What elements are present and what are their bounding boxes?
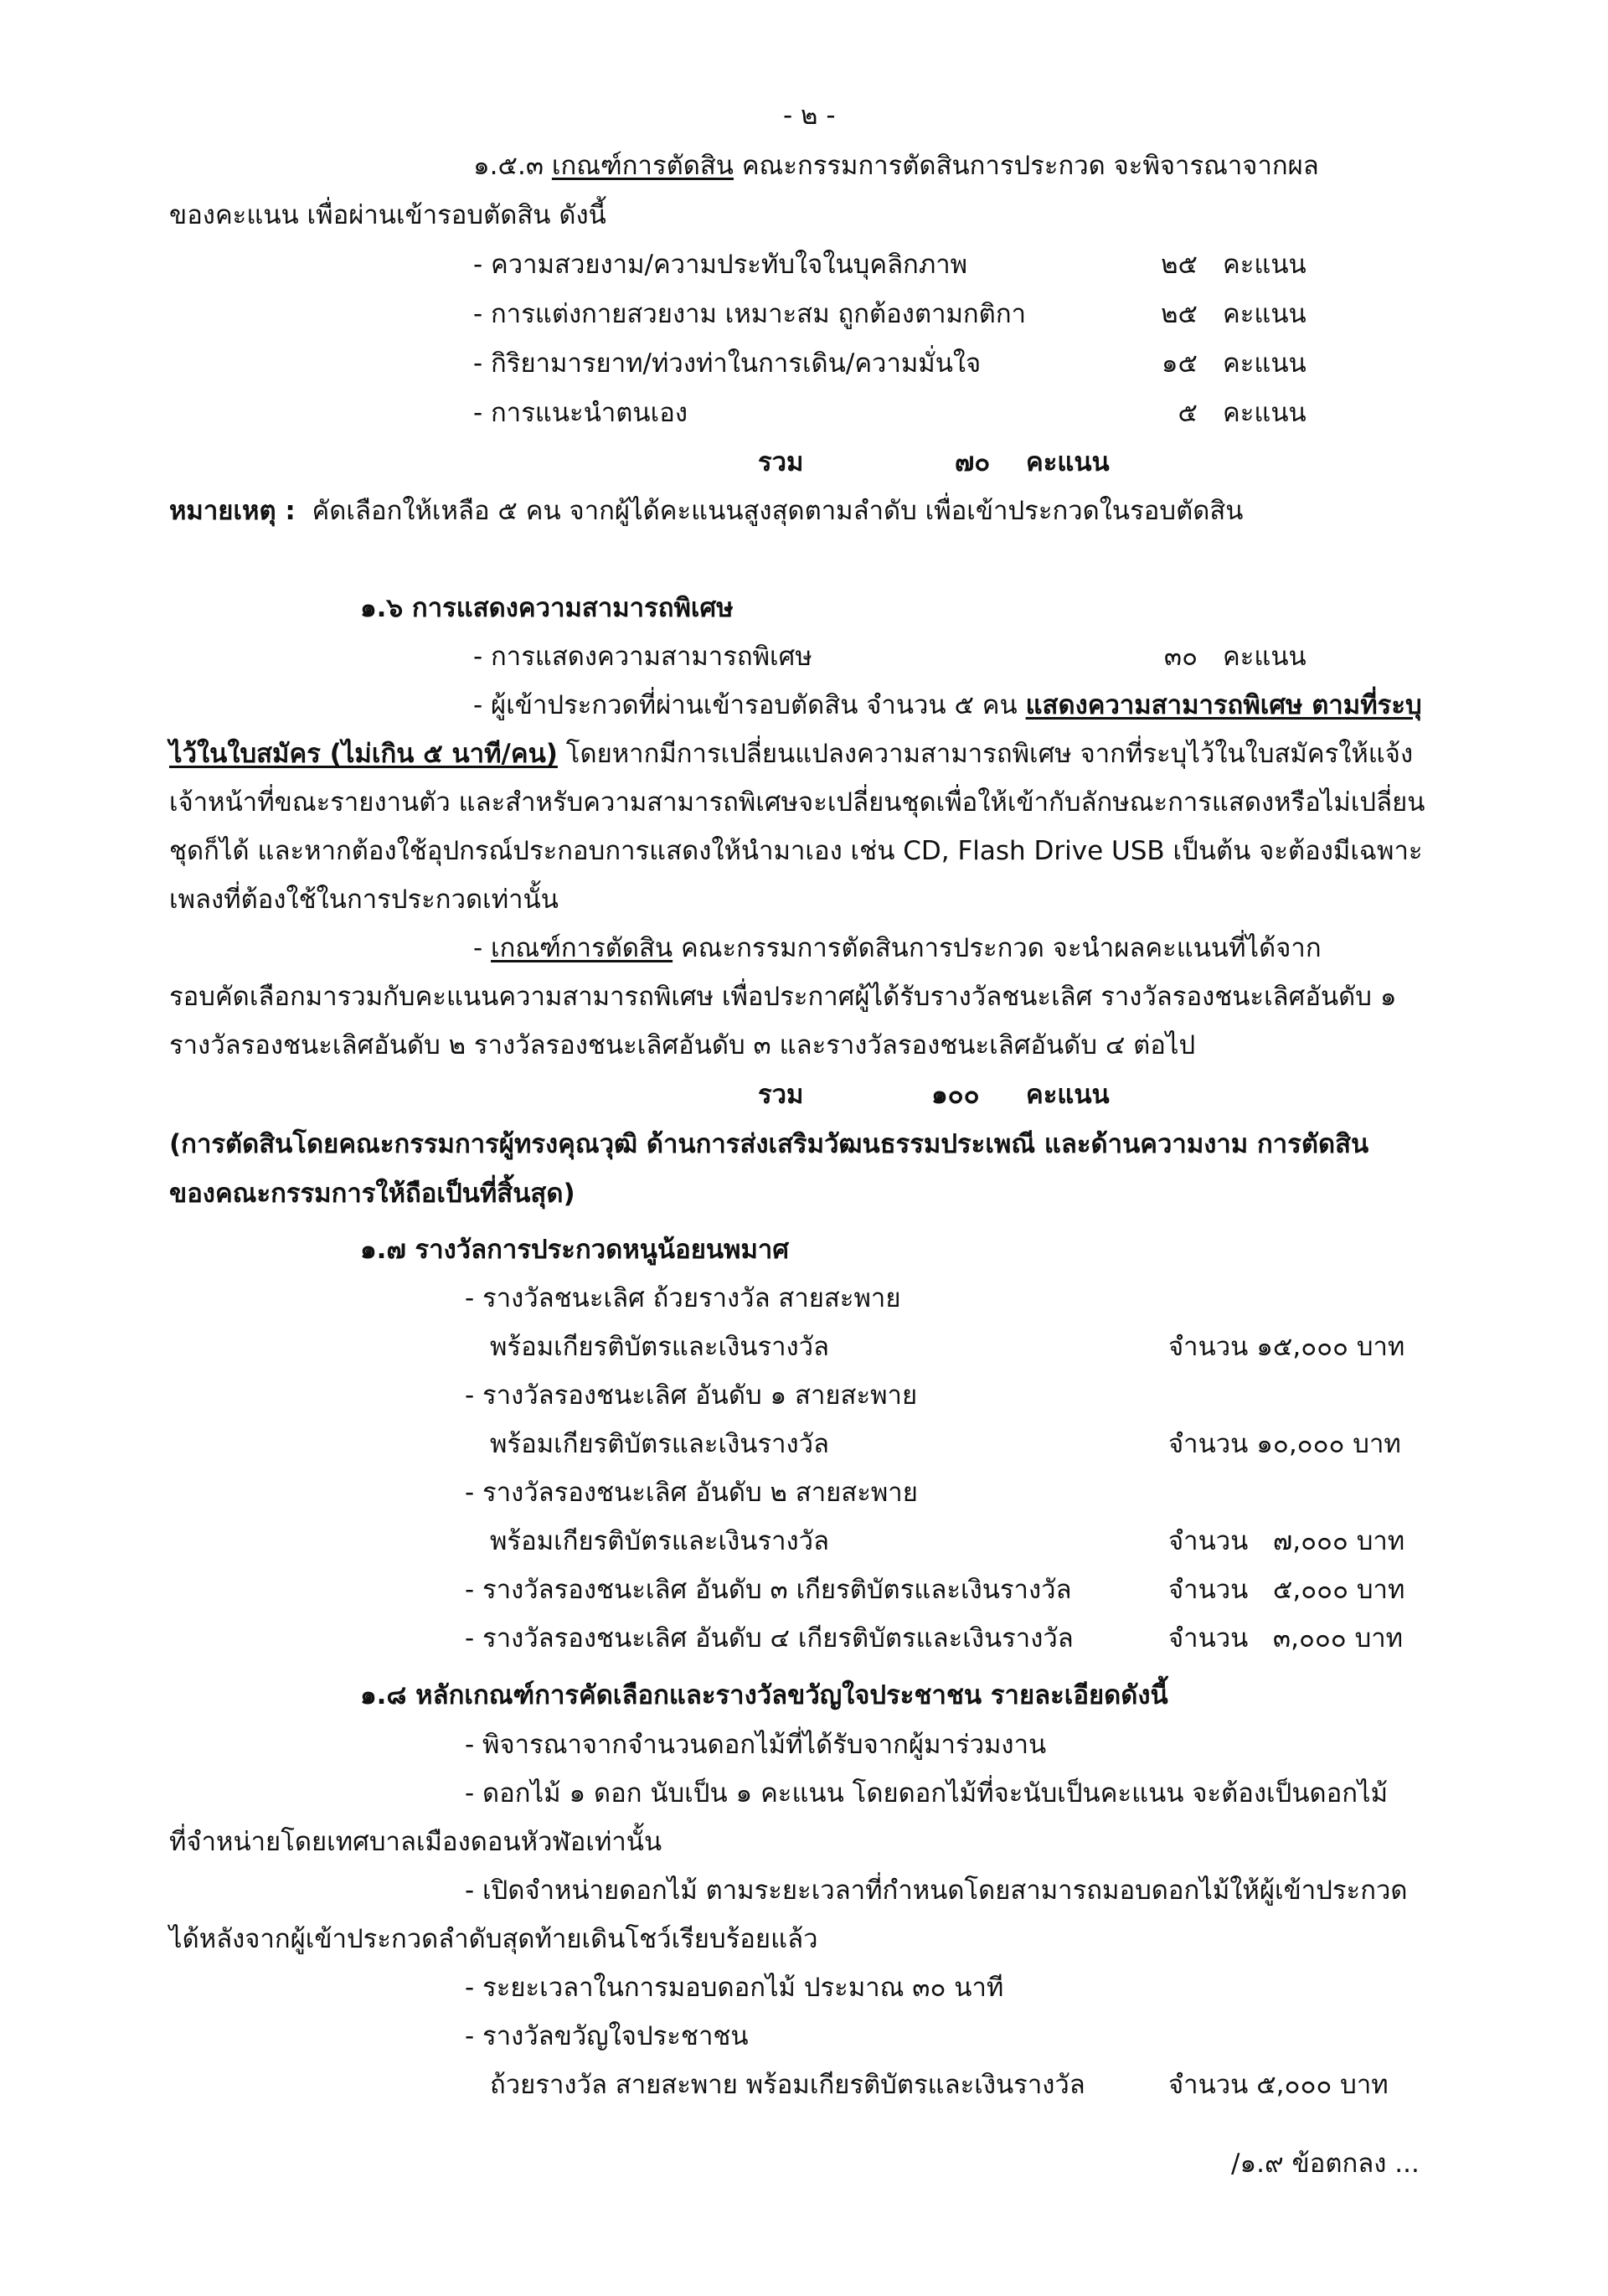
prize-line: พร้อมเกียรติบัตรและเงินรางวัล [490,1429,830,1459]
prize-amount: จำนวน ๑๕,๐๐๐ บาท [1168,1332,1405,1362]
prize-amount: จำนวน ๗,๐๐๐ บาท [1168,1526,1405,1556]
prize-line: - รางวัลรองชนะเลิศ อันดับ ๑ สายสะพาย [465,1380,918,1411]
talent-paragraph-line [169,737,1413,771]
judging-text: คณะกรรมการตัดสินการประกวด จะนำผลคะแนนที่ได้จาก [673,933,1322,963]
talent-score: ๓๐ [1163,642,1198,672]
judging-final-note: (การตัดสินโดยคณะกรรมการผู้ทรงคุณวุฒิ ด้านการส่งเสริมวัฒนธรรมประเพณี และด้านความงาม การตัดสิน [169,1129,1369,1159]
section-153-number: ๑.๕.๓ [473,151,544,181]
total-label: รวม [758,1080,804,1110]
note-label: หมายเหตุ : [169,496,296,526]
talent-text: โดยหากมีการเปลี่ยนแปลงความสามารถพิเศษ จากที่ระบุไว้ในใบสมัครให้แจ้ง [557,739,1414,769]
section-18-heading: ๑.๘ หลักเกณฑ์การคัดเลือกและรางวัลขวัญใจประชาชน รายละเอียดดังนี้ [360,1680,1168,1710]
section-16-heading: ๑.๖ การแสดงความสามารถพิเศษ [360,593,734,623]
talent-emphasis: ไว้ในใบสมัคร (ไม่เกิน ๕ นาที/คน) [169,739,558,769]
prize-line: - รางวัลรองชนะเลิศ อันดับ ๒ สายสะพาย [465,1478,918,1508]
talent-paragraph-line: เพลงที่ต้องใช้ในการประกวดเท่านั้น [169,885,559,915]
criteria-item: - ความสวยงาม/ความประทับใจในบุคลิกภาพ [473,250,968,280]
total-score: ๗๐ [955,447,991,477]
section-153-line1 [473,149,1319,183]
popular-line: - รางวัลขวัญใจประชาชน [465,2021,749,2051]
judging-text: - [473,933,492,963]
criteria-item: - การแนะนำตนเอง [473,398,688,428]
note-line [169,494,1243,528]
talent-unit: คะแนน [1223,642,1306,672]
criteria-unit: คะแนน [1223,250,1306,280]
section-17-heading: ๑.๗ รางวัลการประกวดหนูน้อยนพมาศ [360,1235,790,1265]
criteria-unit: คะแนน [1223,348,1306,379]
popular-line: - พิจารณาจากจำนวนดอกไม้ที่ได้รับจากผู้มาร่วมงาน [465,1730,1047,1760]
prize-line: - รางวัลรองชนะเลิศ อันดับ ๓ เกียรติบัตรและเงินรางวัล [465,1575,1072,1605]
talent-paragraph-line [473,689,1422,722]
criteria-score: ๑๕ [1161,348,1198,379]
criteria-unit: คะแนน [1223,299,1306,329]
prize-amount: จำนวน ๑๐,๐๐๐ บาท [1168,1429,1401,1459]
judging-final-note: ของคณะกรรมการให้ถือเป็นที่สิ้นสุด) [169,1179,575,1209]
prize-amount: จำนวน ๕,๐๐๐ บาท [1168,1575,1405,1605]
total-unit: คะแนน [1026,1080,1110,1110]
judging-heading: เกณฑ์การตัดสิน [491,933,673,963]
section-153-text: คณะกรรมการตัดสินการประกวด จะพิจารณาจากผล [733,151,1319,181]
judging-paragraph-line: รางวัลรองชนะเลิศอันดับ ๒ รางวัลรองชนะเลิศอันดับ ๓ และรางวัลรองชนะเลิศอันดับ ๔ ต่อไป [169,1030,1196,1060]
popular-line: - ดอกไม้ ๑ ดอก นับเป็น ๑ คะแนน โดยดอกไม้ที่จะนับเป็นคะแนน จะต้องเป็นดอกไม้ [465,1778,1389,1808]
judging-paragraph-line [473,931,1322,965]
judging-paragraph-line: รอบคัดเลือกมารวมกับคะแนนความสามารถพิเศษ เพื่อประกาศผู้ได้รับรางวัลชนะเลิศ รางวัลรองชนะเลิศอันดับ ๑ [169,982,1397,1012]
criteria-item: - การแต่งกายสวยงาม เหมาะสม ถูกต้องตามกติกา [473,299,1026,329]
prize-line: - รางวัลรองชนะเลิศ อันดับ ๔ เกียรติบัตรและเงินรางวัล [465,1623,1074,1654]
popular-line: - ระยะเวลาในการมอบดอกไม้ ประมาณ ๓๐ นาที [465,1973,1004,2003]
section-153-line2: ของคะแนน เพื่อผ่านเข้ารอบตัดสิน ดังนี้ [169,200,606,230]
page-number: - ๒ - [783,101,836,131]
talent-text: - ผู้เข้าประกวดที่ผ่านเข้ารอบตัดสิน จำนวน ๕ คน [473,690,1026,720]
criteria-score: ๕ [1178,398,1198,428]
prize-line: พร้อมเกียรติบัตรและเงินรางวัล [490,1526,830,1556]
note-text: คัดเลือกให้เหลือ ๕ คน จากผู้ได้คะแนนสูงสุดตามลำดับ เพื่อเข้าประกวดในรอบตัดสิน [312,496,1244,526]
criteria-unit: คะแนน [1223,398,1306,428]
total-unit: คะแนน [1026,447,1110,477]
talent-emphasis: แสดงความสามารถพิเศษ ตามที่ระบุ [1025,690,1422,720]
prize-line: - รางวัลชนะเลิศ ถ้วยรางวัล สายสะพาย [465,1283,901,1313]
popular-line: ที่จำหน่ายโดยเทศบาลเมืองดอนหัวฬ่อเท่านั้น [169,1827,662,1857]
prize-amount: จำนวน ๕,๐๐๐ บาท [1168,2070,1389,2100]
popular-line: ถ้วยรางวัล สายสะพาย พร้อมเกียรติบัตรและเงินรางวัล [490,2070,1085,2100]
talent-paragraph-line: ชุดก็ได้ และหากต้องใช้อุปกรณ์ประกอบการแสดงให้นำมาเอง เช่น CD, Flash Drive USB เป็นต้น จะต้องมีเฉพาะ [169,836,1423,866]
criteria-item: - กิริยามารยาท/ท่วงท่าในการเดิน/ความมั่นใจ [473,348,982,379]
talent-item: - การแสดงความสามารถพิเศษ [473,642,812,672]
popular-line: - เปิดจำหน่ายดอกไม้ ตามระยะเวลาที่กำหนดโดยสามารถมอบดอกไม้ให้ผู้เข้าประกวด [465,1875,1408,1906]
continuation-note: /๑.๙ ข้อตกลง ... [1231,2149,1420,2179]
total-label: รวม [758,447,804,477]
popular-line: ได้หลังจากผู้เข้าประกวดลำดับสุดท้ายเดินโชว์เรียบร้อยแล้ว [169,1924,818,1954]
talent-paragraph-line: เจ้าหน้าที่ขณะรายงานตัว และสำหรับความสามารถพิเศษจะเปลี่ยนชุดเพื่อให้เข้ากับลักษณะการแสดงหรือไม่เปลี่ยน [169,787,1425,818]
criteria-score: ๒๕ [1161,250,1198,280]
prize-amount: จำนวน ๓,๐๐๐ บาท [1168,1623,1404,1654]
prize-line: พร้อมเกียรติบัตรและเงินรางวัล [490,1332,830,1362]
section-153-heading: เกณฑ์การตัดสิน [551,151,734,181]
criteria-score: ๒๕ [1161,299,1198,329]
total-score: ๑๐๐ [931,1080,980,1110]
